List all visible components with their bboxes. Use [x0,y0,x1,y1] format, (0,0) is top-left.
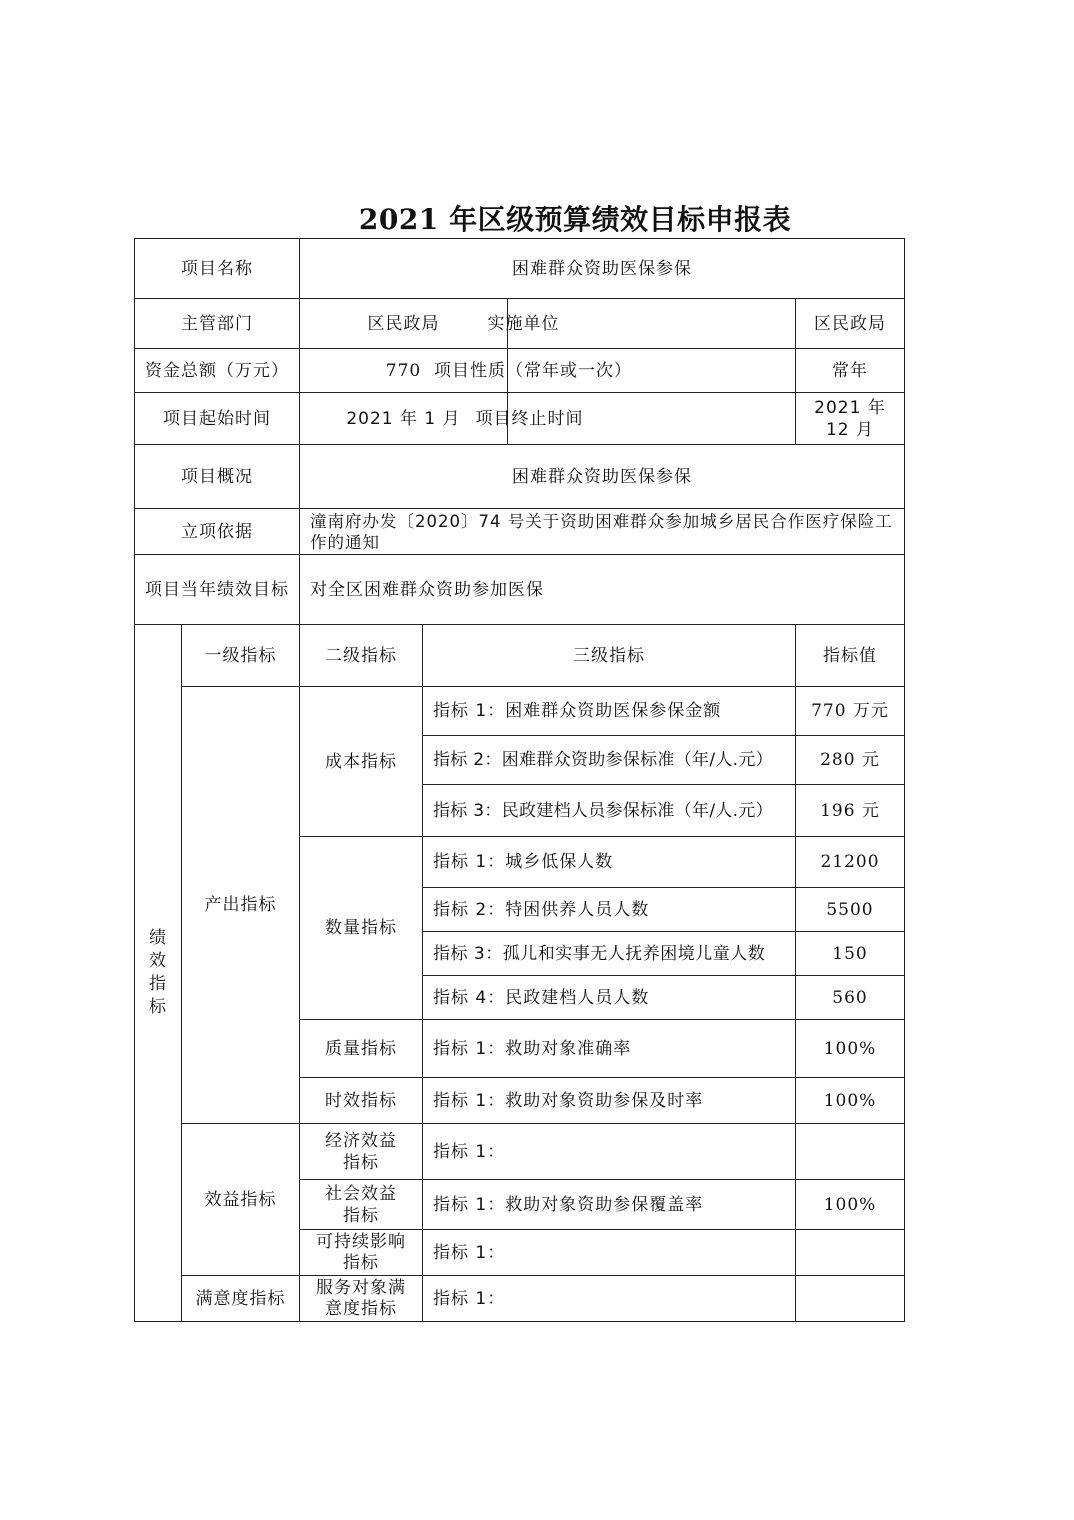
basis-label: 立项依据 [135,509,300,555]
indicator-name: 指标 1：救助对象准确率 [423,1020,796,1078]
table-row [135,1124,905,1180]
indicator-value: 280 元 [796,736,905,785]
satisfaction-label: 满意度指标 [182,1276,300,1322]
row-project-name [135,239,905,299]
indicator-value [796,1124,905,1180]
quantity-label: 数量指标 [300,837,423,1020]
row-fund [135,349,905,393]
goal-value: 对全区困难群众资助参加医保 [300,555,905,625]
indicator-value [796,1230,905,1276]
table-row [135,687,905,736]
economic-label: 经济效益指标 [325,1130,397,1173]
indicator-name: 指标 1：救助对象资助参保及时率 [423,1078,796,1124]
indicator-value: 21200 [796,837,905,888]
end-value: 2021 年 12 月 [796,393,905,445]
col-value: 指标值 [796,625,905,687]
dept-label: 主管部门 [135,299,300,349]
row-goal [135,555,905,625]
nature-label-cell [434,349,796,393]
col-level2: 二级指标 [300,625,423,687]
indicator-name: 指标 3：孤儿和实事无人抚养困境儿童人数 [423,932,796,976]
fund-label: 资金总额（万元） [135,349,300,393]
benefit-label: 效益指标 [182,1124,300,1276]
indicator-name: 指标 4：民政建档人员人数 [423,976,796,1020]
sustain-label-cell [300,1230,423,1276]
indicator-name: 指标 2：特困供养人员人数 [423,888,796,932]
side-label-cell [135,625,182,1322]
basis-value: 潼南府办发〔2020〕74 号关于资助困难群众参加城乡居民合作医疗保险工作的通知 [300,509,905,555]
page-title: 2021 年区级预算绩效目标申报表 [358,203,792,236]
start-label: 项目起始时间 [135,393,300,445]
service-label-cell [300,1276,423,1322]
col-level3: 三级指标 [423,625,796,687]
row-time [135,393,905,445]
goal-label: 项目当年绩效目标 [135,555,300,625]
indicator-name: 指标 1： [423,1276,796,1322]
economic-label-cell [300,1124,423,1180]
budget-form-table [134,238,905,1322]
sustain-label: 可持续影响指标 [316,1231,406,1273]
impl-value: 区民政局 [796,299,905,349]
impl-label-cell [487,299,796,349]
overview-value: 困难群众资助医保参保 [300,445,905,509]
overview-label: 项目概况 [135,445,300,509]
indicator-name: 指标 1： [423,1230,796,1276]
indicator-name: 指标 1：救助对象资助参保覆盖率 [423,1180,796,1230]
indicator-value [796,1276,905,1322]
indicator-value: 196 元 [796,785,905,837]
nature-value: 常年 [796,349,905,393]
indicator-value: 100% [796,1078,905,1124]
cost-label: 成本指标 [300,687,423,837]
indicator-value: 150 [796,932,905,976]
indicator-value: 5500 [796,888,905,932]
output-label: 产出指标 [182,687,300,1124]
indicator-name: 指标 3：民政建档人员参保标准（年/人.元） [423,785,796,837]
fund-value: 770 [300,349,508,393]
indicator-name: 指标 1： [423,1124,796,1180]
impl-label: 实施单位 [487,313,560,334]
social-label-cell [300,1180,423,1230]
quality-label: 质量指标 [300,1020,423,1078]
start-value: 2021 年 1 月 [300,393,508,445]
indicator-name: 指标 1：困难群众资助医保参保金额 [423,687,796,736]
indicator-value: 770 万元 [796,687,905,736]
indicator-value: 100% [796,1020,905,1078]
col-level1: 一级指标 [182,625,300,687]
indicator-value: 560 [796,976,905,1020]
row-department [135,299,905,349]
indicator-value: 100% [796,1180,905,1230]
timeliness-label: 时效指标 [300,1078,423,1124]
row-indicator-header [135,625,905,687]
end-label: 项目终止时间 [475,408,584,429]
row-overview [135,445,905,509]
end-label-cell [475,393,796,445]
indicator-name: 指标 2：困难群众资助参保标准（年/人.元） [423,736,796,785]
side-label: 绩效指标 [149,928,167,1017]
dept-value: 区民政局 [300,299,508,349]
indicator-name: 指标 1：城乡低保人数 [423,837,796,888]
service-label: 服务对象满意度指标 [316,1277,406,1319]
project-name-label: 项目名称 [135,239,300,299]
project-name-value: 困难群众资助医保参保 [300,239,905,299]
social-label: 社会效益指标 [325,1183,397,1226]
nature-label: 项目性质（常年或一次） [434,360,632,381]
table-row [135,1276,905,1322]
row-basis [135,509,905,555]
